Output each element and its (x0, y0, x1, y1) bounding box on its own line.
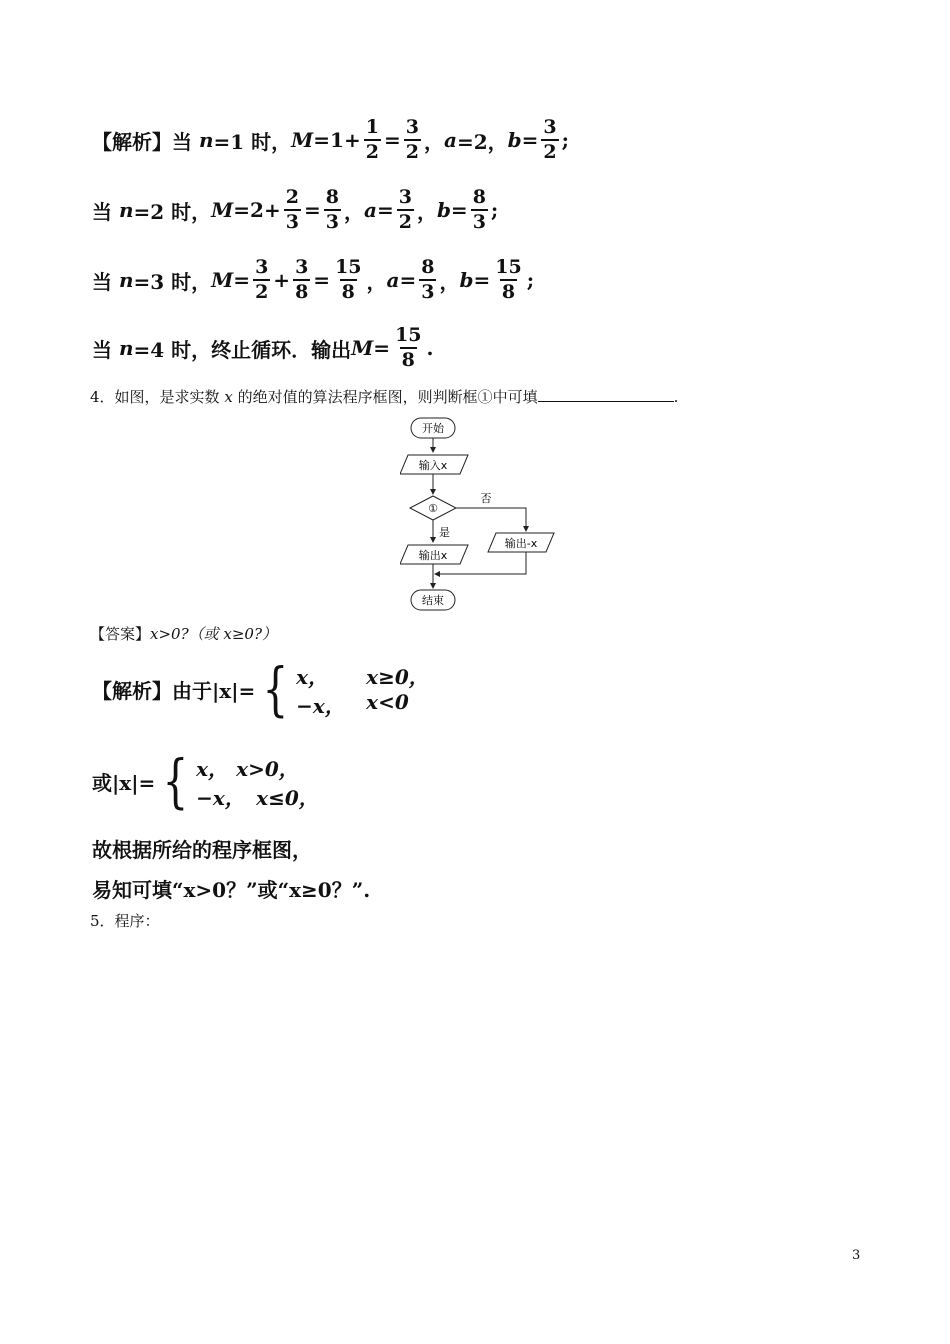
question-4: 4．如图，是求实数 x 的绝对值的算法程序框图，则判断框①中可填 . (90, 388, 679, 406)
fraction: $\frac{8}{3}$ (325, 186, 339, 233)
analysis1-line2: 当 n =2 时， M =2+ $\frac{2}{3}$ = $\frac{8}{3}$ ， a = $\frac{3}{2}$ ， b = $\frac{8}{3}$ ; (92, 186, 499, 233)
flowchart (400, 414, 580, 614)
fraction: $\frac{15}{8}$ (395, 324, 422, 371)
analysis2-line3: 故根据所给的程序框图， (92, 838, 312, 862)
analysis1-line4: 当 n =4 时，终止循环．输出 M = $\frac{15}{8}$ . (92, 324, 434, 371)
flowchart-input-label: 输入x (418, 459, 448, 472)
fraction: $\frac{8}{3}$ (472, 186, 486, 233)
answer-blank (538, 387, 674, 402)
answer-tag: 【答案】 (90, 625, 151, 643)
answer-4: 【答案】x>0?（或 x≥0?） (90, 625, 278, 643)
piecewise-cases: x， x≥0， −x， x<0 (296, 665, 429, 718)
analysis-tag: 【解析】 (92, 678, 172, 703)
left-brace-icon: { (262, 655, 289, 723)
flowchart-end-label: 结束 (422, 594, 444, 607)
fraction: $\frac{15}{8}$ (495, 256, 522, 303)
flowchart-no-label: 否 (480, 492, 492, 505)
fraction: $\frac{3}{2}$ (398, 186, 412, 233)
flowchart-start-label: 开始 (422, 422, 444, 435)
analysis2-line1: 【解析】 由于|x|= { x， x≥0， −x， x<0 (92, 655, 429, 723)
fraction: $\frac{3}{2}$ (405, 116, 419, 163)
flowchart-decision-label: ① (428, 502, 438, 515)
fraction: $\frac{1}{2}$ (365, 116, 379, 163)
fraction: $\frac{3}{2}$ (255, 256, 269, 303)
analysis2-line4: 易知可填“x>0？”或“x≥0？”. (92, 878, 371, 902)
left-brace-icon: { (162, 747, 189, 815)
fraction: $\frac{3}{2}$ (543, 116, 557, 163)
fraction: $\frac{3}{8}$ (295, 256, 309, 303)
question-5: 5．程序： (90, 912, 160, 930)
fraction: $\frac{8}{3}$ (421, 256, 435, 303)
analysis-tag: 【解析】 (92, 129, 172, 154)
flowchart-output-no-label: 输出-x (504, 537, 538, 550)
fraction: $\frac{2}{3}$ (285, 186, 299, 233)
flowchart-output-yes-label: 输出x (418, 549, 448, 562)
analysis1-line3: 当 n =3 时， M = $\frac{3}{2}$ + $\frac{3}{8}$ = $\frac{15}{8}$ ， a = $\frac{8}{3}$ ， b = $\frac{15}{8}$ ; (92, 256, 535, 303)
fraction: $\frac{15}{8}$ (335, 256, 362, 303)
flowchart-yes-label: 是 (439, 526, 450, 539)
page-number: 3 (852, 1248, 861, 1263)
analysis2-line2: 或|x|= { x， x>0， −x， x≤0， (92, 747, 319, 815)
piecewise-cases: x， x>0， −x， x≤0， (196, 757, 319, 810)
analysis1-line1: 【解析】 当 n =1 时， M =1+ $\frac{1}{2}$ = $\frac{3}{2}$ ， a =2， b = $\frac{3}{2}$ ; (92, 116, 569, 163)
